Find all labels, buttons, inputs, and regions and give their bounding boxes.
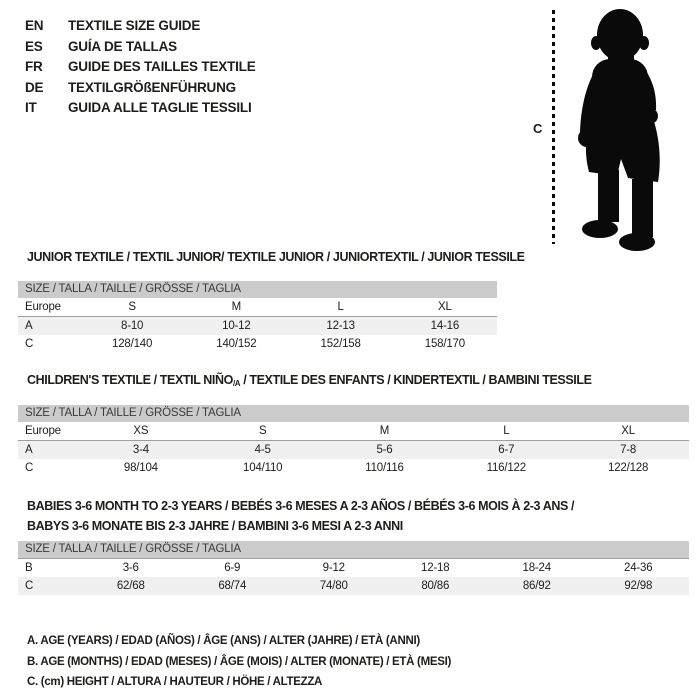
table-row-age-months (18, 559, 689, 577)
lang-row-en (25, 16, 256, 37)
cell: 24-36 (624, 562, 653, 574)
cell: 5-6 (324, 441, 446, 460)
lang-title: TEXTILGRÖßENFÜHRUNG (68, 79, 236, 95)
col-header-size: L (289, 298, 393, 317)
legend-notes (27, 631, 451, 693)
cell: 98/104 (123, 462, 158, 474)
children-section-title (27, 373, 592, 388)
lang-title: TEXTILE SIZE GUIDE (68, 18, 201, 33)
lang-title: GUÍA DE TALLAS (68, 38, 177, 54)
cell: 8-10 (80, 317, 184, 336)
toddler-silhouette-icon (558, 2, 698, 252)
cell: 18-24 (522, 562, 551, 574)
cell: 9-12 (322, 562, 345, 574)
cell: 6-9 (224, 562, 241, 574)
cell: 14-16 (393, 317, 497, 336)
junior-size-table (18, 281, 497, 353)
cell: 68/74 (182, 577, 284, 595)
cell: 3-4 (80, 441, 202, 460)
babies-section-title (27, 496, 574, 536)
size-header-bar: SIZE / TALLA / TAILLE / GRÖSSE / TAGLIA (18, 405, 689, 422)
lang-title: GUIDE DES TAILLES TEXTILE (68, 59, 256, 74)
table-row-height (18, 459, 689, 477)
children-size-table (18, 405, 689, 477)
cell: 110/116 (365, 462, 404, 474)
size-header-bar: SIZE / TALLA / TAILLE / GRÖSSE / TAGLIA (18, 281, 497, 298)
cell: 128/140 (112, 338, 153, 350)
col-header-size: XS (80, 422, 202, 441)
babies-size-table (18, 541, 689, 595)
lang-code: DE (25, 79, 44, 95)
cell: 104/110 (243, 462, 283, 474)
lang-code: FR (25, 59, 43, 74)
cell: 80/86 (385, 577, 487, 595)
row-label: B (25, 562, 33, 574)
cell: 62/68 (80, 577, 182, 595)
table-row-height (18, 577, 689, 595)
row-label: A (18, 441, 80, 460)
children-title-part2: / TEXTILE DES ENFANTS / KINDERTEXTIL / BAMBINI TESSILE (240, 373, 592, 387)
cell: 152/158 (320, 338, 361, 350)
cell: 10-12 (184, 317, 288, 336)
lang-row-de (25, 78, 256, 99)
col-header-size: S (80, 298, 184, 317)
height-measure-label: C (533, 121, 543, 136)
col-header-region: Europe (18, 422, 80, 441)
lang-code: EN (25, 18, 44, 33)
col-header-size: XL (567, 422, 689, 441)
note-b: B. AGE (MONTHS) / EDAD (MESES) / ÂGE (MOIS) / ALTER (MONATE) / ETÀ (MESI) (27, 655, 452, 668)
cell: 12-18 (421, 562, 450, 574)
col-header-region: Europe (18, 298, 80, 317)
lang-code: ES (25, 38, 43, 54)
note-c: C. (cm) HEIGHT / ALTURA / HAUTEUR / HÖHE / ALTEZZA (27, 676, 323, 688)
babies-title-line1: BABIES 3-6 MONTH TO 2-3 YEARS / BEBÉS 3-6 MESES A 2-3 AÑOS / BÉBÉS 3-6 MOIS À 2-3 ANS / (27, 499, 575, 513)
table-header-row (18, 422, 689, 441)
cell: 3-6 (122, 562, 139, 574)
col-header-size: XL (393, 298, 497, 317)
height-measure-dashed-line (552, 10, 555, 244)
cell: 122/128 (608, 462, 649, 474)
cell: 74/80 (283, 577, 385, 595)
language-header (25, 16, 256, 119)
row-label: C (25, 462, 34, 474)
lang-row-es (25, 37, 256, 58)
lang-title: GUIDA ALLE TAGLIE TESSILI (68, 100, 252, 115)
cell: 12-13 (289, 317, 393, 336)
lang-row-fr (25, 57, 256, 78)
note-a: A. AGE (YEARS) / EDAD (AÑOS) / ÂGE (ANS) / ALTER (JAHRE) / ETÀ (ANNI) (27, 635, 420, 647)
lang-code: IT (25, 100, 37, 115)
col-header-size: M (324, 422, 446, 441)
row-label: C (18, 577, 80, 595)
cell: 7-8 (567, 441, 689, 460)
cell: 158/170 (424, 338, 465, 350)
table-row-age (18, 441, 689, 460)
cell: 86/92 (486, 577, 588, 595)
cell: 4-5 (202, 441, 324, 460)
children-title-subscript: /A (232, 379, 241, 388)
size-header-bar: SIZE / TALLA / TAILLE / GRÖSSE / TAGLIA (18, 541, 689, 559)
junior-section-title: JUNIOR TEXTILE / TEXTIL JUNIOR/ TEXTILE JUNIOR / JUNIORTEXTIL / JUNIOR TESSILE (27, 250, 525, 264)
cell: 140/152 (216, 338, 257, 350)
col-header-size: S (202, 422, 324, 441)
table-row-height (18, 335, 497, 353)
row-label: A (18, 317, 80, 336)
row-label: C (25, 338, 34, 350)
babies-title-line2: BABYS 3-6 MONATE BIS 2-3 JAHRE / BAMBINI 3-6 MESI A 2-3 ANNI (27, 519, 403, 533)
table-header-row (18, 298, 497, 317)
cell: 116/122 (486, 462, 526, 474)
col-header-size: L (445, 422, 567, 441)
cell: 6-7 (445, 441, 567, 460)
col-header-size: M (184, 298, 288, 317)
children-title-part1: CHILDREN'S TEXTILE / TEXTIL NIÑO (27, 373, 233, 387)
table-row-age (18, 317, 497, 336)
lang-row-it (25, 98, 256, 119)
cell: 92/98 (588, 577, 690, 595)
